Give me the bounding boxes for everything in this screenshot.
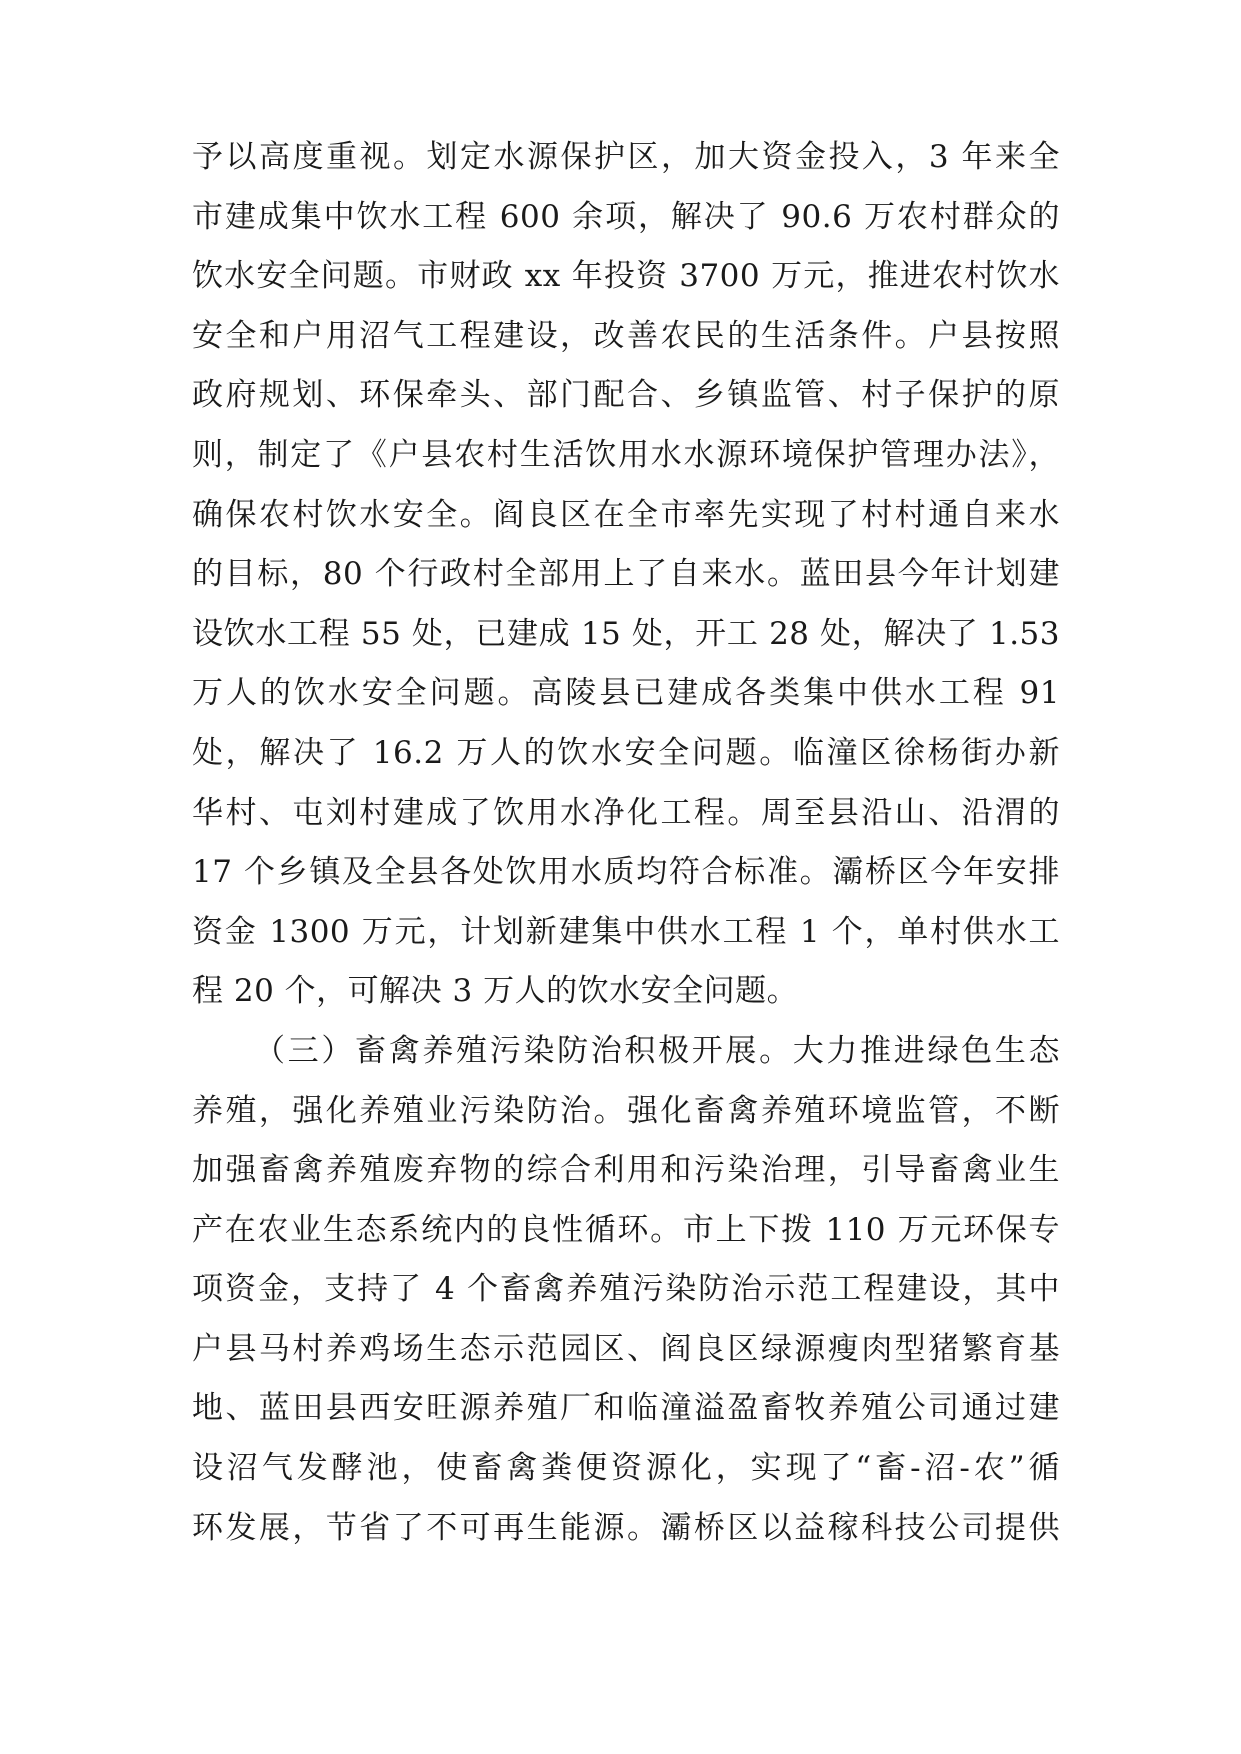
text-line: 万人的饮水安全问题。高陵县已建成各类集中供水工程 91 xyxy=(192,675,1060,712)
text-line: 产在农业生态系统内的良性循环。市上下拨 110 万元环保专 xyxy=(192,1211,1060,1248)
text-line: 地、蓝田县西安旺源养殖厂和临潼溢盈畜牧养殖公司通过建 xyxy=(192,1390,1060,1427)
paragraph-end-line: 程 20 个，可解决 3 万人的饮水安全问题。 xyxy=(192,973,799,1010)
text-line: 项资金，支持了 4 个畜禽养殖污染防治示范工程建设，其中 xyxy=(192,1271,1060,1308)
text-line: 17 个乡镇及全县各处饮用水质均符合标准。灞桥区今年安排 xyxy=(192,854,1060,891)
text-line: 加强畜禽养殖废弃物的综合利用和污染治理，引导畜禽业生 xyxy=(192,1152,1060,1189)
text-line: 设饮水工程 55 处，已建成 15 处，开工 28 处，解决了 1.53 xyxy=(192,615,1060,652)
text-line: 安全和户用沼气工程建设，改善农民的生活条件。户县按照 xyxy=(192,317,1060,354)
text-line: 处，解决了 16.2 万人的饮水安全问题。临潼区徐杨街办新 xyxy=(192,734,1060,771)
text-line: 环发展，节省了不可再生能源。灞桥区以益稼科技公司提供 xyxy=(192,1509,1060,1546)
section-heading-line: （三）畜禽养殖污染防治积极开展。大力推进绿色生态 xyxy=(254,1032,1060,1069)
text-line: 户县马村养鸡场生态示范园区、阎良区绿源瘦肉型猪繁育基 xyxy=(192,1330,1060,1367)
text-line: 则，制定了《户县农村生活饮用水水源环境保护管理办法》， xyxy=(192,436,1060,473)
text-line: 予以高度重视。划定水源保护区，加大资金投入，3 年来全 xyxy=(192,139,1060,175)
text-line: 养殖，强化养殖业污染防治。强化畜禽养殖环境监管，不断 xyxy=(192,1092,1060,1129)
text-line: 饮水安全问题。市财政 xx 年投资 3700 万元，推进农村饮水 xyxy=(192,258,1060,295)
text-line: 资金 1300 万元，计划新建集中供水工程 1 个，单村供水工 xyxy=(192,913,1060,950)
text-line: 市建成集中饮水工程 600 余项，解决了 90.6 万农村群众的 xyxy=(192,198,1060,235)
text-line: 确保农村饮水安全。阎良区在全市率先实现了村村通自来水 xyxy=(192,496,1060,533)
text-line: 设沼气发酵池，使畜禽粪便资源化，实现了“畜-沼-农”循 xyxy=(192,1450,1060,1487)
text-line: 华村、屯刘村建成了饮用水净化工程。周至县沿山、沿渭的 xyxy=(192,794,1060,831)
body-text xyxy=(192,128,1060,1558)
text-line: 的目标，80 个行政村全部用上了自来水。蓝田县今年计划建 xyxy=(192,556,1060,593)
text-line: 政府规划、环保牵头、部门配合、乡镇监管、村子保护的原 xyxy=(192,377,1060,414)
